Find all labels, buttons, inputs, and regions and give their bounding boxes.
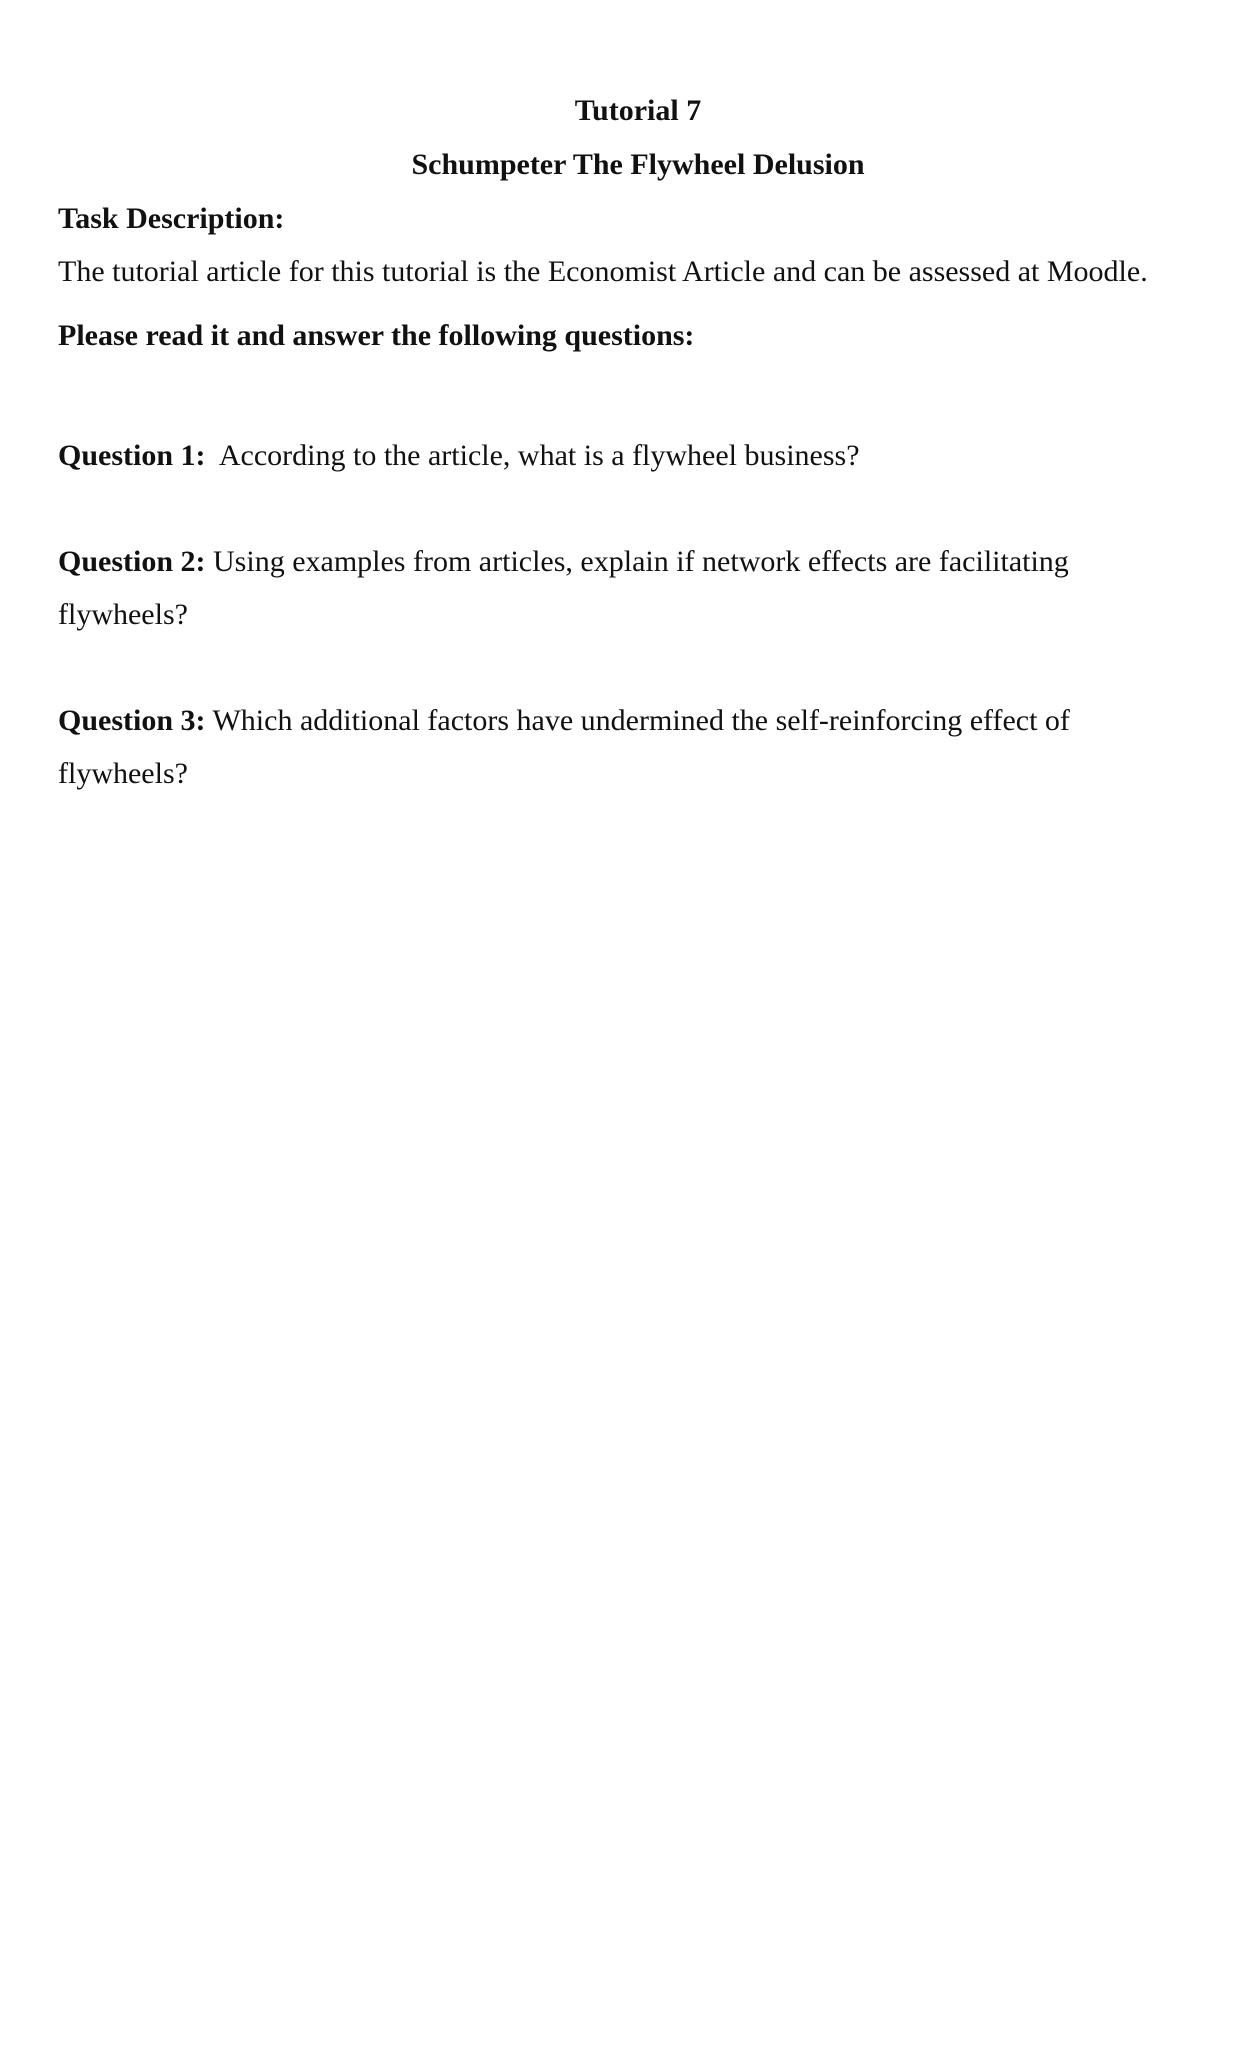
question-1-text: According to the article, what is a flywheel business? [218,439,860,472]
task-description: The tutorial article for this tutorial is the Economist Article and can be assessed at Moodle. [58,255,1148,288]
instruction: Please read it and answer the following questions: [58,319,695,352]
question-2 [58,547,1069,577]
question-3-text: Which additional factors have undermined the self-reinforcing effect of [212,704,1070,737]
question-1-label: Question 1: [58,439,206,472]
question-2-label: Question 2: [58,545,206,578]
question-2-text-continued: flywheels? [58,598,188,631]
question-3-label: Question 3: [58,704,206,737]
question-2-text: Using examples from articles, explain if network effects are facilitating [213,545,1069,578]
document-subtitle: Schumpeter The Flywheel Delusion [411,148,865,181]
task-heading: Task Description: [58,202,285,235]
question-3-text-continued: flywheels? [58,757,188,790]
document-title: Tutorial 7 [574,94,702,127]
question-3 [58,706,1070,736]
question-1 [58,441,860,471]
